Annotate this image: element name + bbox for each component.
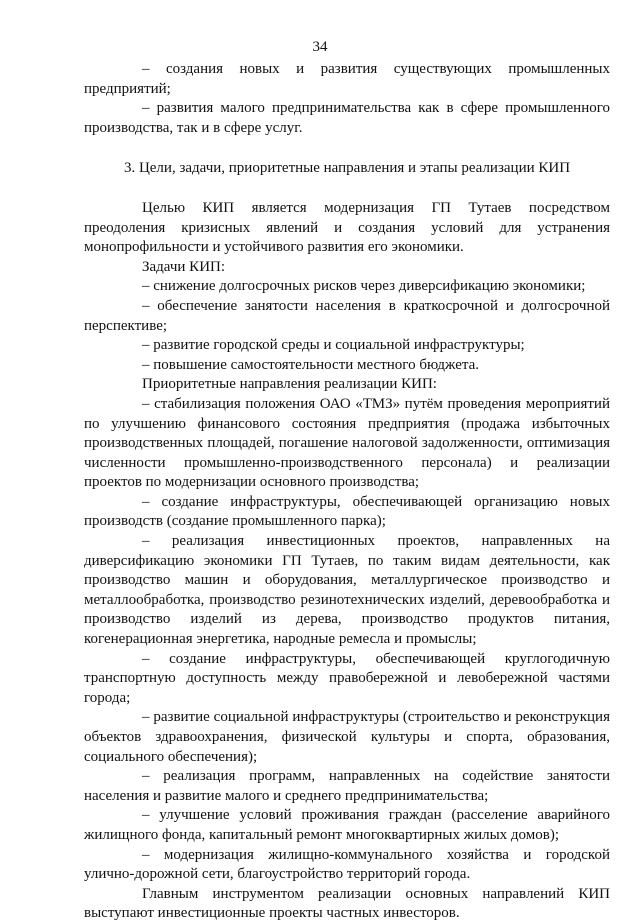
priority-item: – создание инфраструктуры, обеспечивающей организацию новых производств (создание промышленного парка); xyxy=(84,493,610,530)
priorities-heading: Приоритетные направления реализации КИП: xyxy=(142,376,437,393)
task-item: – повышение самостоятельности местного бюджета. xyxy=(142,356,480,373)
section-heading: 3. Цели, задачи, приоритетные направления и этапы реализации КИП xyxy=(123,160,571,177)
spacer xyxy=(84,138,610,159)
tasks-heading: Задачи КИП: xyxy=(142,258,226,275)
closing-paragraph: Главным инструментом реализации основных направлений КИП выступают инвестиционные проекты частных инвесторов. xyxy=(84,885,610,922)
priority-item: – модернизация жилищно-коммунального хозяйства и городской улично-дорожной сети, благоустройство территорий города. xyxy=(84,846,610,883)
priority-item: – улучшение условий проживания граждан (расселение аварийного жилищного фонда, капитальный ремонт многоквартирных жилых домов); xyxy=(84,807,610,843)
intro-item: – создания новых и развития существующих промышленных предприятий; xyxy=(84,61,610,97)
spacer xyxy=(84,179,610,199)
priority-item: – стабилизация положения ОАО «ТМЗ» путём проведения мероприятий по улучшению финансового состояния предприятия (продажа избыточных производственных площадей, погашение налоговой задолженности, оптимизация численности промышленно-производственного персонала) и реализации проектов по модернизации основного производства; xyxy=(84,395,610,491)
page-number: 34 xyxy=(312,39,328,55)
task-item: – снижение долгосрочных рисков через диверсификацию экономики; xyxy=(142,278,586,295)
priority-item: – реализация инвестиционных проектов, направленных на диверсификацию экономики ГП Тутаев, по таким видам деятельности, как производство машин и оборудования, металлургическое производство и металлообработка, производство резинотехнических изделий, деревообработка и производство изделий из дерева, производство продуктов питания, когенерационная энергетика, народные ремесла и промыслы; xyxy=(84,533,610,648)
priority-item: – развитие социальной инфраструктуры (строительство и реконструкция объектов здравоохранения, физической культуры и спорта, образования, социального обеспечения); xyxy=(84,709,610,765)
goal-paragraph: Целью КИП является модернизация ГП Тутаев посредством преодоления кризисных явлений и создания условий для устранения монопрофильности и устойчивого развития его экономики. xyxy=(84,199,610,256)
priority-item: – реализация программ, направленных на содействие занятости населения и развитие малого и среднего предпринимательства; xyxy=(84,768,610,804)
intro-item: – развития малого предпринимательства как в сфере промышленного производства, так и в сфере услуг. xyxy=(84,100,610,136)
priority-item: – создание инфраструктуры, обеспечивающей круглогодичную транспортную доступность между правобережной и левобережной частями города; xyxy=(84,650,610,706)
page-body xyxy=(84,60,610,924)
task-item: – обеспечение занятости населения в краткосрочной и долгосрочной перспективе; xyxy=(84,297,610,334)
task-item: – развитие городской среды и социальной инфраструктуры; xyxy=(142,337,525,354)
